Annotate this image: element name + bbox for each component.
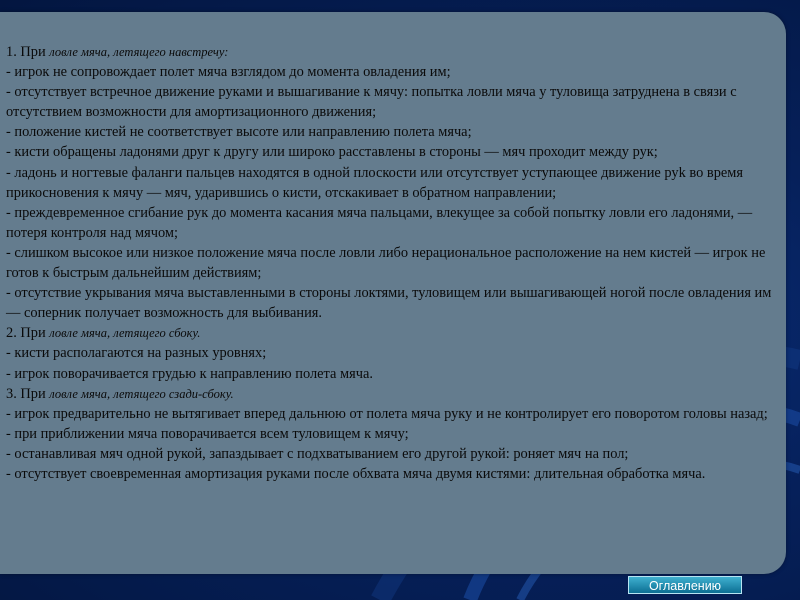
line-text: - кисти располагаются на разных уровнях; [6,345,267,362]
line-italic-heading: ловле мяча, летящего сзади-сбоку. [49,386,234,401]
text-line [6,343,784,363]
line-text: - преждевременное сгибание рук до момента касания мяча пальцами, влекущее за собой попытку ловли его ладонями, — потеря контроля над мячом; [6,204,753,241]
line-text: - игрок не сопровождает полет мяча взглядом до момента овладения им; [6,64,451,81]
text-line [6,203,784,243]
text-line [6,323,784,343]
text-line [6,364,784,384]
line-text: - игрок предварительно не вытягивает вперед дальнюю от полета мяча руку и не контролирует его поворотом головы назад; [6,405,768,422]
line-italic-heading: ловле мяча, летящего сбоку. [49,326,201,341]
line-text: - ладонь и ногтевые фаланги пальцев находятся в одной плоскости или отсутствует уступающее движение руk во время прикосновения к мячу — мяч, ударившись о кисти, отскакивает в обратном направлении; [6,164,744,201]
text-line [6,243,784,283]
text-line [6,283,784,323]
line-text: - при приближении мяча поворачивается всем туловищем к мячу; [6,425,409,442]
line-text: - отсутствие укрывания мяча выставленными в стороны локтями, туловищем или вышагивающей ногой после овладения им — соперник получает возможность для выбивания. [6,285,772,322]
text-line [6,62,784,82]
text-line [6,424,784,444]
line-text: 3. При [6,385,50,402]
line-italic-heading: ловле мяча, летящего навстречу: [49,45,229,59]
line-text: - отсутствует своевременная амортизация руками после обхвата мяча двумя кистями: длительная обработка мяча. [6,465,706,482]
text-line [6,42,784,62]
text-line [6,82,784,122]
text-line [6,142,784,162]
text-line [6,122,784,142]
text-line [6,464,784,484]
table-of-contents-button[interactable]: Оглавлению [628,576,742,594]
line-text: - слишком высокое или низкое положение мяча после ловли либо нерациональное расположение на нем кистей — игрок не готов к быстрым дальнейшим действиям; [6,244,766,282]
line-text: - игрок поворачивается грудью к направлению полета мяча. [6,365,373,382]
line-text: - отсутствует встречное движение руками и вышагивание к мячу: попытка ловли мяча у туловища затруднена в связи с отсутствием возможности для амортизационного движения; [6,84,737,121]
line-text: 1. При [6,44,50,60]
text-line [6,163,784,203]
text-line [6,404,784,424]
line-text: - останавливая мяч одной рукой, запаздывает с подхватыванием его другой рукой: роняет мяч на пол; [6,445,629,462]
text-line [6,444,784,464]
text-line [6,384,784,404]
slide-text-block [6,42,784,484]
line-text: - положение кистей не соответствует высоте или направлению полета мяча; [6,124,472,141]
line-text: - кисти обращены ладонями друг к другу или широко расставлены в стороны — мяч проходит между рук; [6,144,658,161]
line-text: 2. При [6,325,50,342]
